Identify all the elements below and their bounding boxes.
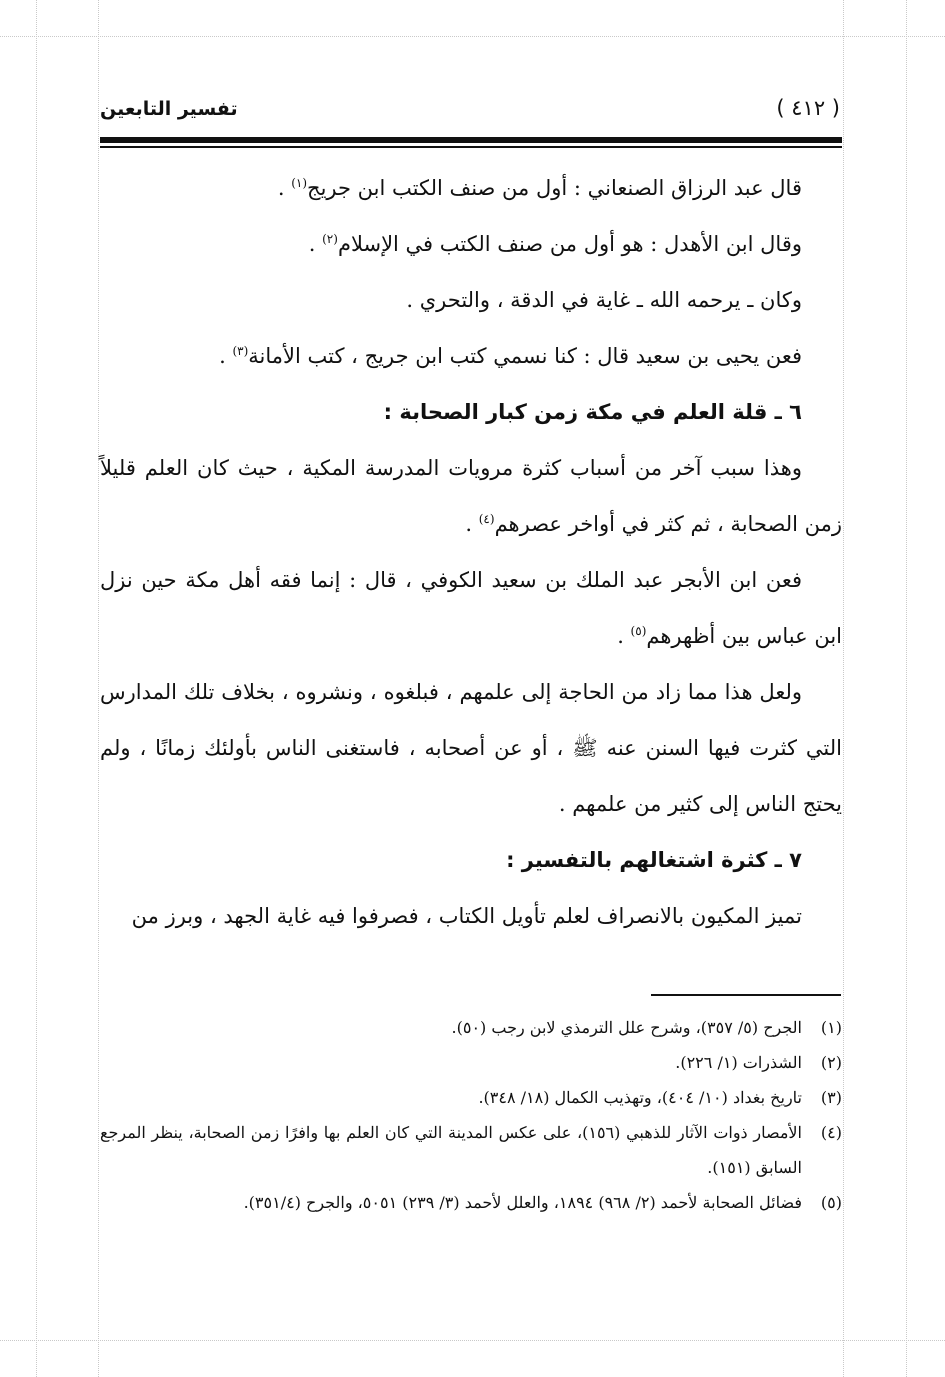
- footnote-ref: (١): [291, 176, 308, 190]
- footnote-text: الأمصار ذوات الآثار للذهبي (١٥٦)، على عكس المدينة التي كان العلم بها وافرًا زمن الصحابة، ينظر المرجع السابق (١٥١).: [100, 1123, 803, 1177]
- page-number: ( ٤١٢ ): [776, 96, 840, 120]
- paragraph: [100, 160, 842, 216]
- footnote-number: (٥): [820, 1193, 842, 1212]
- paragraph-end: .: [465, 512, 479, 536]
- crop-guide: [0, 1340, 945, 1341]
- header-rule: [100, 137, 842, 143]
- crop-guide: [98, 0, 99, 1377]
- paragraph-end: .: [308, 232, 323, 256]
- footnote-text: فضائل الصحابة لأحمد (٢/ ٩٦٨) ١٨٩٤، والعلل لأحمد (٣/ ٢٣٩) ٥٠٥١، والجرح (٣٥١/٤).: [243, 1193, 802, 1212]
- footnote-number: (٣): [820, 1088, 842, 1107]
- footnote: [100, 1080, 842, 1115]
- paragraph: وكان ـ يرحمه الله ـ غاية في الدقة ، والتحري .: [406, 288, 802, 312]
- main-text: [100, 160, 842, 944]
- paragraph-text: فعن ابن الأبجر عبد الملك بن سعيد الكوفي ، قال : إنما فقه أهل مكة حين نزل ابن عباس بين أظهرهم: [100, 568, 842, 648]
- footnote-ref: (٤): [478, 512, 495, 526]
- footnote-number: (١): [820, 1018, 842, 1037]
- paragraph: [100, 440, 842, 552]
- paragraph-text: وقال ابن الأهدل : هو أول من صنف الكتب في الإسلام: [337, 232, 802, 256]
- paragraph: تميز المكيون بالانصراف لعلم تأويل الكتاب ، فصرفوا فيه غاية الجهد ، وبرز من: [131, 904, 802, 928]
- footnote: [100, 1045, 842, 1080]
- footnote-text: الجرح (٥/ ٣٥٧)، وشرح علل الترمذي لابن رجب (٥٠).: [451, 1018, 802, 1037]
- paragraph-end: .: [277, 176, 292, 200]
- crop-guide: [906, 0, 907, 1377]
- footnote-number: (٤): [820, 1123, 842, 1142]
- crop-guide: [0, 36, 945, 37]
- footnotes: [100, 1010, 842, 1220]
- section-heading: ٧ ـ كثرة اشتغالهم بالتفسير :: [506, 848, 802, 872]
- footnote-separator: [651, 994, 841, 996]
- footnote-number: (٢): [820, 1053, 842, 1072]
- paragraph: ولعل هذا مما زاد من الحاجة إلى علمهم ، فبلغوه ، ونشروه ، بخلاف تلك المدارس التي كثرت فيها السنن عنه ﷺ ، أو عن أصحابه ، فاستغنى الناس بأولئك زمانًا ، ولم يحتج الناس إلى كثير من علمهم .: [100, 680, 842, 816]
- crop-guide: [843, 0, 844, 1377]
- crop-guide: [36, 0, 37, 1377]
- paragraph: [100, 552, 842, 664]
- paragraph-end: .: [219, 344, 233, 368]
- running-title: تفسير التابعين: [100, 98, 238, 120]
- footnote-text: الشذرات (١/ ٢٢٦).: [675, 1053, 802, 1072]
- header-rule-thin: [100, 146, 842, 148]
- footnote: [100, 1115, 842, 1185]
- footnote-ref: (٢): [322, 232, 338, 246]
- footnote-text: تاريخ بغداد (١٠/ ٤٠٤)، وتهذيب الكمال (١٨/ ٣٤٨).: [478, 1088, 802, 1107]
- paragraph: [100, 216, 842, 272]
- footnote: [100, 1010, 842, 1045]
- paragraph-text: فعن يحيى بن سعيد قال : كنا نسمي كتب ابن جريج ، كتب الأمانة: [248, 344, 802, 368]
- section-heading: ٦ ـ قلة العلم في مكة زمن كبار الصحابة :: [383, 400, 802, 424]
- paragraph: [100, 328, 842, 384]
- paragraph-text: قال عبد الرزاق الصنعاني : أول من صنف الكتب ابن جريج: [307, 176, 802, 200]
- paragraph-end: .: [617, 624, 631, 648]
- footnote: [100, 1185, 842, 1220]
- page-header: [100, 96, 840, 136]
- footnote-ref: (٣): [232, 344, 249, 358]
- paragraph-text: وهذا سبب آخر من أسباب كثرة مرويات المدرسة المكية ، حيث كان العلم قليلاً زمن الصحابة ، ثم كثر في أواخر عصرهم: [100, 456, 842, 536]
- footnote-ref: (٥): [630, 624, 647, 638]
